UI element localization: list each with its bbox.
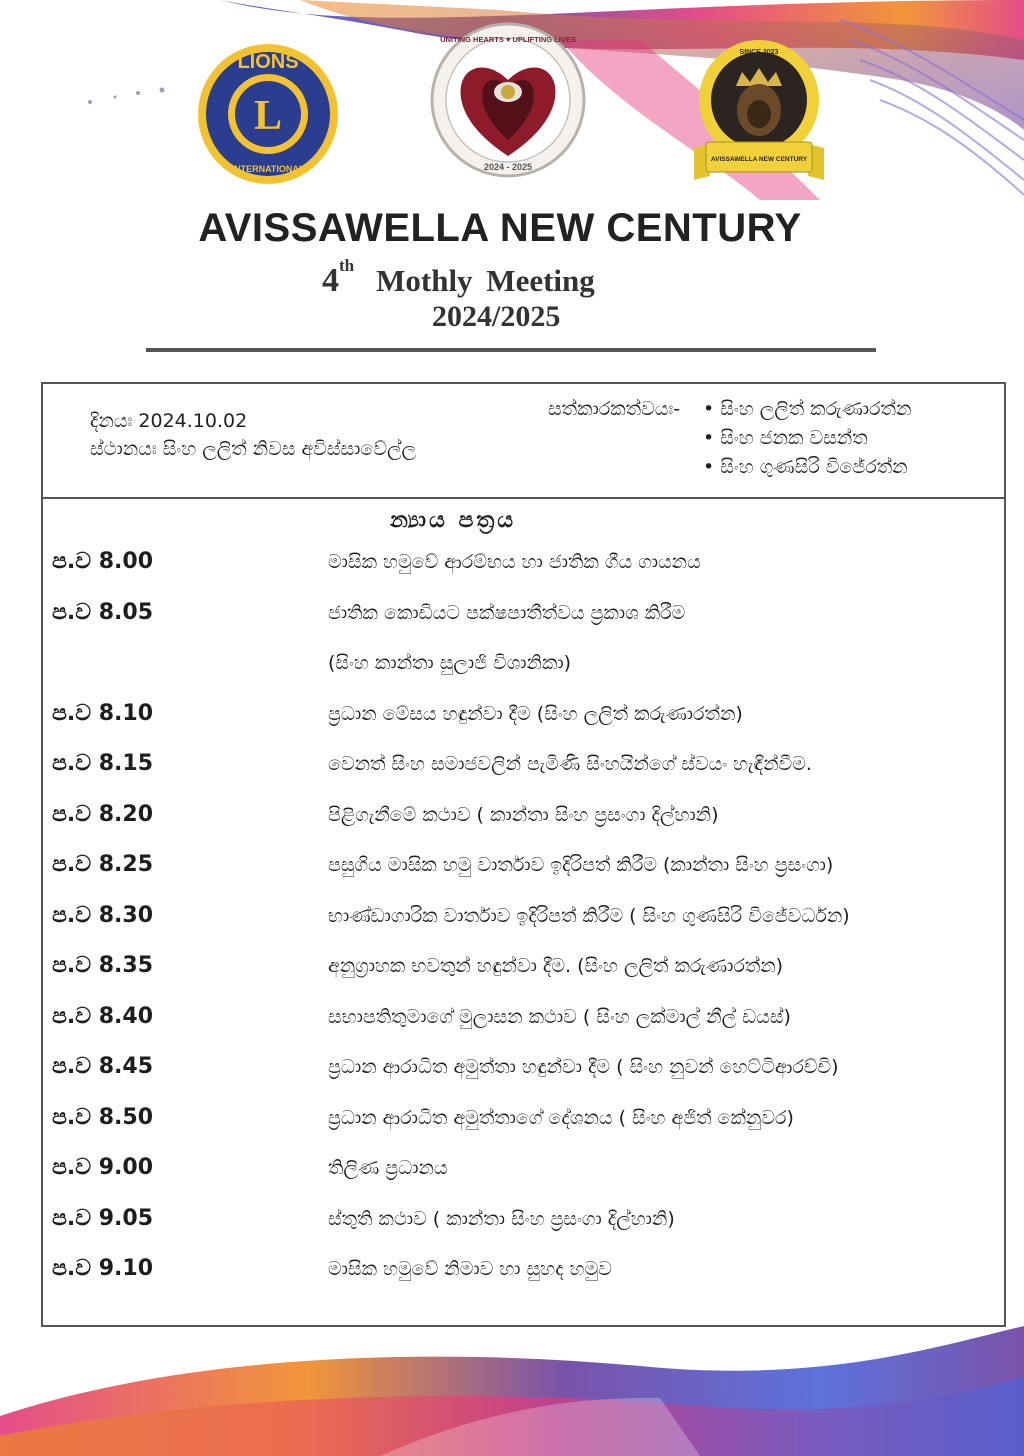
meeting-number-suffix: th: [339, 256, 355, 275]
agenda-time: ප.ව 8.50: [52, 1105, 154, 1130]
agenda-row: [0, 1256, 1024, 1296]
agenda-item: (සිංහ කාන්තා සුලාජි විශානිකා): [328, 652, 572, 674]
agenda-time: ප.ව 9.10: [52, 1256, 154, 1281]
svg-text:L: L: [253, 93, 283, 139]
theme-heart-logo: [428, 20, 588, 180]
agenda-row: [0, 852, 1024, 892]
agenda-row: [0, 802, 1024, 842]
title-divider: [146, 348, 876, 352]
agenda-time: ප.ව 8.00: [52, 549, 154, 574]
agenda-item: වෙනත් සිංහ සමාජවලින් පැමිණි සිංහයින්ගේ ස්වයං හැඳින්වීම.: [328, 753, 812, 775]
svg-text:INTERNATIONAL: INTERNATIONAL: [231, 164, 305, 174]
meeting-label: Mothly Meeting: [376, 263, 595, 298]
agenda-time: ප.ව 8.15: [52, 751, 154, 776]
agenda-row: [0, 650, 1024, 690]
agenda-item: මාසික හමුවේ ආරම්භය හා ජාතික ගීය ගායනය: [328, 551, 701, 573]
agenda-item: ස්තුති කථාව ( කාන්තා සිංහ ප්‍රසංගා දිල්හානි): [328, 1208, 675, 1230]
agenda-row: [0, 1206, 1024, 1246]
details-divider: [41, 497, 1006, 499]
agenda-item: ප්‍රධාන මේසය හඳුන්වා දීම (සිංහ ලලිත් කරුණාරත්න): [328, 703, 743, 725]
agenda-time: ප.ව 9.05: [52, 1206, 154, 1231]
bottom-ribbon-decoration: [0, 1326, 1024, 1456]
agenda-row: [0, 1155, 1024, 1195]
agenda-time: ප.ව 8.25: [52, 852, 154, 877]
hosts-label: සත්කාරකත්වයඃ-: [548, 398, 681, 420]
agenda-time: ප.ව 8.20: [52, 802, 154, 827]
agenda-row: [0, 1004, 1024, 1044]
svg-text:AVISSAWELLA NEW CENTURY: AVISSAWELLA NEW CENTURY: [710, 156, 808, 163]
agenda-item: භාණ්ඩාගාරික වාර්තාව ඉදිරිපත් කිරීම ( සිංහ ගුණසිරි විජේවර්ධන): [328, 905, 850, 927]
agenda-row: [0, 903, 1024, 943]
svg-text:UNITING HEARTS ♥ UPLIFTING LIV: UNITING HEARTS ♥ UPLIFTING LIVES: [440, 35, 576, 44]
svg-text:2024 - 2025: 2024 - 2025: [483, 162, 533, 172]
agenda-row: [0, 953, 1024, 993]
agenda-item: මාසික හමුවේ නිමාව හා සුහද හමුව: [328, 1258, 612, 1280]
agenda-row: [0, 549, 1024, 589]
host-item: • සිංහ ජනක වසන්ත: [703, 427, 868, 449]
meeting-number: 4: [322, 262, 339, 299]
agenda-time: ප.ව 8.40: [52, 1004, 154, 1029]
agenda-row: [0, 600, 1024, 640]
agenda-item: ප්‍රධාන ආරාධිත අමුත්තා හඳුන්වා දීම ( සිංහ නුවන් හෙට්ටිආරච්චි): [328, 1056, 839, 1078]
agenda-time: ප.ව 8.30: [52, 903, 154, 928]
meeting-place: ස්ථානයඃ සිංහ ලලිත් නිවස අවිස්සාවේල්ල: [90, 438, 416, 460]
club-crest-logo: [686, 36, 832, 184]
agenda-row: [0, 751, 1024, 791]
meeting-date: දිනයඃ 2024.10.02: [90, 410, 248, 432]
host-item: • සිංහ ගුණසිරි විජේරත්න: [703, 456, 908, 478]
agenda-time: ප.ව 8.10: [52, 701, 154, 726]
agenda-row: [0, 701, 1024, 741]
agenda-item: පිළිගැනීමේ කථාව ( කාන්තා සිංහ ප්‍රසංගා දිල්හානි): [328, 804, 719, 826]
meeting-subtitle: [322, 256, 595, 300]
agenda-row: [0, 1105, 1024, 1145]
agenda-item: ප්‍රධාන ආරාධිත අමුත්තාගේ දේශනය ( සිංහ අජිත් කේනුවර): [328, 1107, 794, 1129]
agenda-item: සභාපතිතුමාගේ මුලාසන කථාව ( සිංහ ලක්මාල් නීල් ඩයස්): [328, 1006, 791, 1028]
agenda-row: [0, 1054, 1024, 1094]
agenda-item: පසුගිය මාසික හමු වාර්තාව ඉදිරිපත් කිරීම (කාන්තා සිංහ ප්‍රසංගා): [328, 854, 834, 876]
meeting-year: 2024/2025: [432, 300, 561, 333]
svg-text:LIONS: LIONS: [237, 51, 299, 73]
agenda-item: තිලිණ ප්‍රධානය: [328, 1157, 448, 1179]
agenda-heading: න්‍යාය පත්‍රය: [390, 508, 517, 533]
agenda-item: ජාතික කොඩියට පක්ෂපාතීත්වය ප්‍රකාශ කිරීම: [328, 602, 686, 624]
agenda-time: ප.ව 8.35: [52, 953, 154, 978]
host-item: • සිංහ ලලිත් කරුණාරත්න: [703, 398, 911, 420]
lions-international-logo: [192, 38, 344, 190]
agenda-time: ප.ව 9.00: [52, 1155, 154, 1180]
club-title: AVISSAWELLA NEW CENTURY: [198, 206, 802, 250]
agenda-time: ප.ව 8.45: [52, 1054, 154, 1079]
agenda-time: ප.ව 8.05: [52, 600, 154, 625]
agenda-item: අනුග්‍රාහක භවතුන් හඳුන්වා දීම. (සිංහ ලලිත් කරුණාරත්න): [328, 955, 784, 977]
svg-text:SINCE 2023: SINCE 2023: [739, 49, 779, 56]
